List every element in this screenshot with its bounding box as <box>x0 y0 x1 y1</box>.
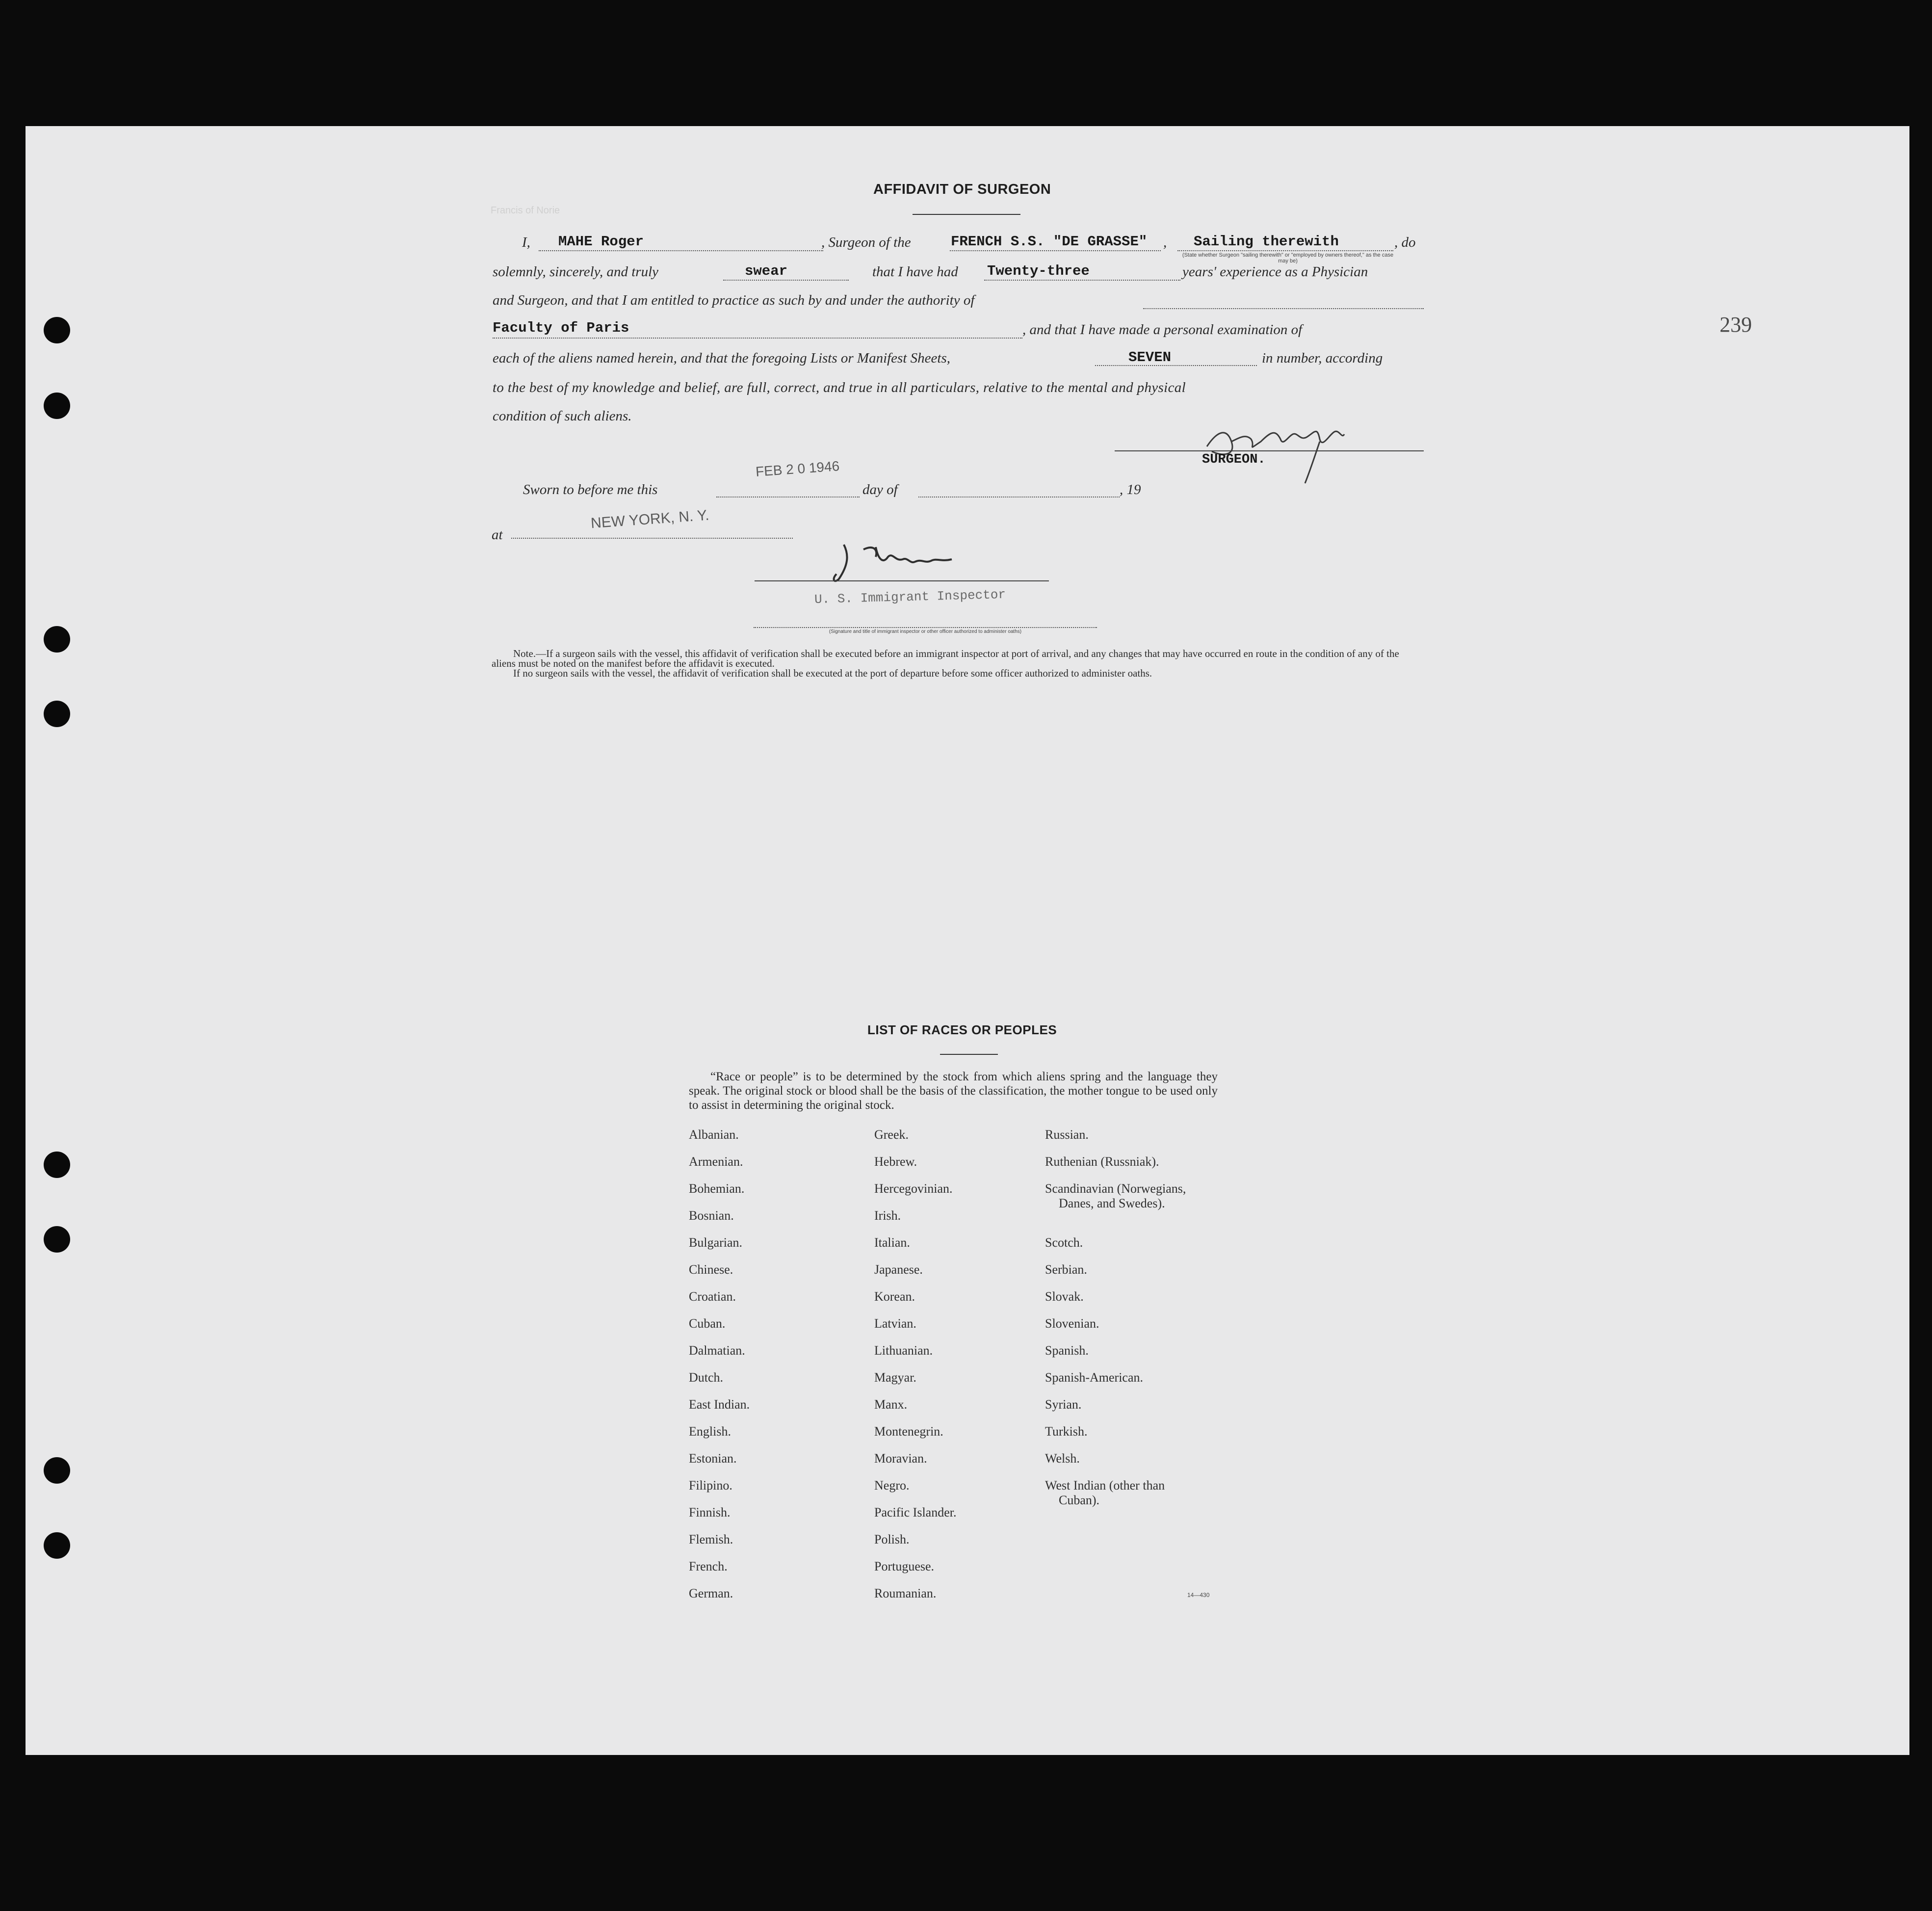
race-item: Cuban). <box>1059 1493 1100 1507</box>
race-item: Magyar. <box>874 1370 916 1385</box>
race-item: Italian. <box>874 1235 910 1250</box>
oath-field-line <box>723 280 849 281</box>
inspector-caption: (Signature and title of immigrant inspector or other officer authorized to administer oaths) <box>829 629 1022 634</box>
affidavit-text: , do <box>1394 235 1416 250</box>
status-value: Sailing therewith <box>1194 234 1339 250</box>
race-item: Albanian. <box>689 1127 739 1142</box>
authority-field-line-2 <box>493 338 1022 339</box>
sworn-text: , 19 <box>1120 482 1141 497</box>
sworn-text: Sworn to before me this <box>523 482 658 497</box>
race-item: Korean. <box>874 1289 915 1304</box>
title-underline <box>913 214 1020 215</box>
punch-hole <box>44 1532 70 1559</box>
surgeon-label: SURGEON. <box>1202 452 1266 467</box>
race-item: Negro. <box>874 1478 910 1492</box>
races-column-3 <box>1045 1127 1186 1508</box>
race-item: Spanish. <box>1045 1343 1089 1358</box>
race-item: Slovenian. <box>1045 1316 1099 1331</box>
affidavit-note-2: If no surgeon sails with the vessel, the affidavit of verification shall be executed at the port of departure before some officer authorized to administer oaths. <box>513 667 1152 679</box>
affidavit-text: condition of such aliens. <box>493 408 632 424</box>
race-item: Danes, and Swedes). <box>1059 1196 1165 1210</box>
status-field-line <box>1177 250 1393 251</box>
race-item: Moravian. <box>874 1451 927 1466</box>
punch-hole <box>44 1457 70 1484</box>
race-item: Hebrew. <box>874 1154 917 1169</box>
affidavit-text: each of the aliens named herein, and that the foregoing Lists or Manifest Sheets, <box>493 350 950 366</box>
race-item: Scandinavian (Norwegians, <box>1045 1181 1186 1196</box>
race-item: Bosnian. <box>689 1208 734 1223</box>
punch-hole <box>44 626 70 653</box>
punch-hole <box>44 1152 70 1178</box>
race-item: Turkish. <box>1045 1424 1088 1439</box>
race-item: Syrian. <box>1045 1397 1082 1412</box>
inspector-stamp: U. S. Immigrant Inspector <box>814 587 1006 607</box>
authority-field-line-1 <box>1143 308 1424 309</box>
name-field-line <box>539 250 823 251</box>
race-item: Dalmatian. <box>689 1343 745 1358</box>
punch-hole <box>44 393 70 419</box>
races-column-2 <box>874 1127 957 1613</box>
affidavit-text: , Surgeon of the <box>821 235 911 250</box>
race-item: Bohemian. <box>689 1181 745 1196</box>
affidavit-text: to the best of my knowledge and belief, are full, correct, and true in all particulars, relative to the mental and physical <box>493 380 1186 395</box>
race-item: Finnish. <box>689 1505 731 1519</box>
race-item: French. <box>689 1559 728 1573</box>
vessel-value: FRENCH S.S. "DE GRASSE" <box>951 234 1148 250</box>
years-value: Twenty-three <box>987 263 1090 279</box>
status-instruction: (State whether Surgeon "sailing therewith" or "employed by owners thereof," as the case may be) <box>1182 252 1394 264</box>
affidavit-title: AFFIDAVIT OF SURGEON <box>873 182 1051 197</box>
race-item: Greek. <box>874 1127 909 1142</box>
race-item: English. <box>689 1424 731 1439</box>
affidavit-text: , <box>1163 235 1167 250</box>
affidavit-text: that I have had <box>872 264 958 280</box>
sheets-value: SEVEN <box>1128 349 1172 366</box>
sworn-text: day of <box>862 482 898 497</box>
faint-header: Francis of Norie <box>491 205 560 216</box>
punch-hole <box>44 701 70 727</box>
affidavit-text: , and that I have made a personal examination of <box>1022 322 1303 338</box>
race-item: Welsh. <box>1045 1451 1080 1466</box>
race-item: Dutch. <box>689 1370 724 1385</box>
race-item: Irish. <box>874 1208 901 1223</box>
surgeon-name-value: MAHE Roger <box>558 234 644 250</box>
sworn-date-stamp: FEB 2 0 1946 <box>755 458 840 479</box>
race-item: Roumanian. <box>874 1586 937 1600</box>
place-stamp: NEW YORK, N. Y. <box>590 507 710 532</box>
race-item: Russian. <box>1045 1127 1089 1142</box>
race-item: Scotch. <box>1045 1235 1083 1250</box>
inspector-signature-line <box>755 580 1049 581</box>
race-item: Filipino. <box>689 1478 732 1492</box>
race-item: Spanish-American. <box>1045 1370 1144 1385</box>
race-item: Latvian. <box>874 1316 916 1331</box>
affidavit-text: and Surgeon, and that I am entitled to practice as such by and under the authority of <box>493 292 975 308</box>
race-item: Estonian. <box>689 1451 737 1466</box>
years-field-line <box>984 280 1180 281</box>
form-number: 14—430 <box>1187 1592 1210 1598</box>
race-item: Slovak. <box>1045 1289 1084 1304</box>
race-item: Chinese. <box>689 1262 733 1277</box>
race-item: Polish. <box>874 1532 910 1546</box>
affidavit-text: I, <box>522 235 530 250</box>
authority-value: Faculty of Paris <box>493 320 629 336</box>
oath-value: swear <box>745 263 788 279</box>
affidavit-text: years' experience as a Physician <box>1182 264 1368 280</box>
race-item: Bulgarian. <box>689 1235 743 1250</box>
sheets-field-line <box>1095 365 1257 366</box>
races-title: LIST OF RACES OR PEOPLES <box>867 1022 1057 1037</box>
races-title-underline <box>940 1054 998 1055</box>
race-item: West Indian (other than <box>1045 1478 1165 1492</box>
page-number: 239 <box>1720 313 1752 337</box>
race-item: Montenegrin. <box>874 1424 943 1439</box>
race-item: Cuban. <box>689 1316 726 1331</box>
races-column-1 <box>689 1127 750 1613</box>
place-field-line <box>511 538 793 539</box>
race-item: Flemish. <box>689 1532 733 1546</box>
affidavit-text: solemnly, sincerely, and truly <box>493 264 659 280</box>
race-item: Hercegovinian. <box>874 1181 953 1196</box>
race-item: Ruthenian (Russniak). <box>1045 1154 1159 1169</box>
race-item: Manx. <box>874 1397 908 1412</box>
race-item: German. <box>689 1586 733 1600</box>
affidavit-note-1: Note.—If a surgeon sails with the vessel, this affidavit of verification shall be executed before an immigrant inspector at port of arrival, and any changes that may have occurred en route in the condition of any of the aliens must be noted on the manifest before the affidavit is executed. <box>492 648 1399 669</box>
race-item: Portuguese. <box>874 1559 935 1573</box>
race-item: Armenian. <box>689 1154 743 1169</box>
race-item: Lithuanian. <box>874 1343 933 1358</box>
surgeon-signature <box>1197 412 1374 486</box>
inspector-title-line <box>754 627 1097 628</box>
race-item: Serbian. <box>1045 1262 1087 1277</box>
race-item: East Indian. <box>689 1397 750 1412</box>
document-page <box>26 126 1909 1755</box>
race-item: Japanese. <box>874 1262 923 1277</box>
race-item: Pacific Islander. <box>874 1505 957 1519</box>
punch-hole <box>44 317 70 343</box>
races-intro: “Race or people” is to be determined by the stock from which aliens spring and the language they speak. The original stock or blood shall be the basis of the classification, the mother tongue to be used only to assist in determining the original stock. <box>689 1070 1218 1112</box>
at-label: at <box>492 527 503 543</box>
punch-hole <box>44 1226 70 1253</box>
vessel-field-line <box>950 250 1161 251</box>
race-item: Croatian. <box>689 1289 736 1304</box>
affidavit-text: in number, according <box>1262 350 1383 366</box>
